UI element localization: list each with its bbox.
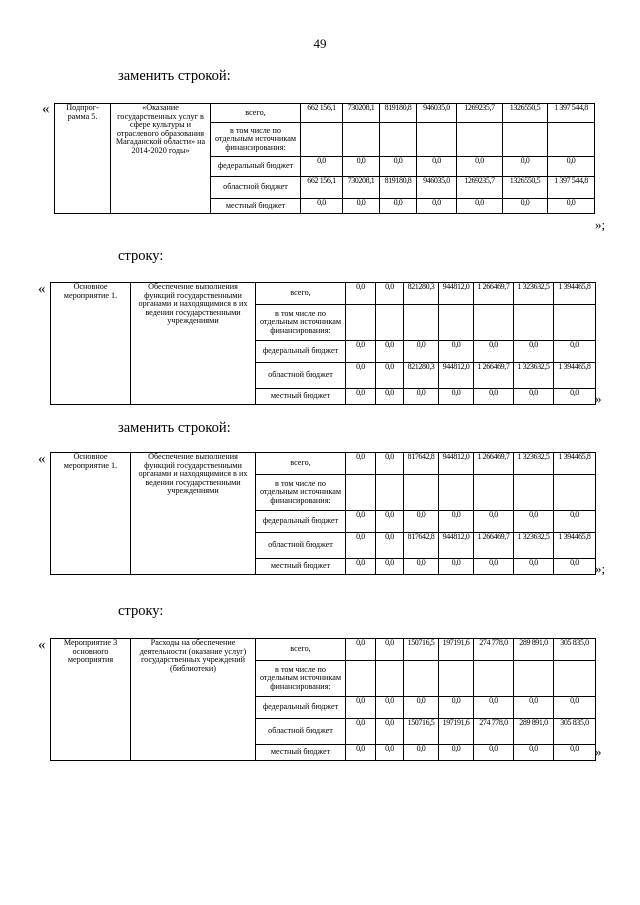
amount-cell [514,475,554,511]
item-name-cell: Обеспечение выполнения функций государственными органами и находящимися в их ведении государственными учреждениями [131,283,256,405]
section-heading: заменить строкой: [118,420,231,436]
amount-cell: 0,0 [404,511,439,533]
amount-cell: 0,0 [346,453,376,475]
amount-cell: 1 266469,7 [474,283,514,305]
amount-cell: 1 266469,7 [474,453,514,475]
funding-source-label: федеральный бюджет [256,341,346,363]
amount-cell: 662 156,1 [301,177,343,199]
amount-cell: 0,0 [474,389,514,405]
amount-cell: 0,0 [404,697,439,719]
amount-cell: 305 835,0 [554,639,596,661]
amount-cell: 0,0 [514,341,554,363]
amount-cell: 1 397 544,8 [548,177,595,199]
item-code-cell: Подпрог-рамма 5. [55,104,111,214]
amount-cell: 0,0 [346,389,376,405]
amount-cell: 0,0 [376,639,404,661]
amount-cell: 0,0 [376,389,404,405]
amount-cell: 944812,0 [439,283,474,305]
amount-cell: 0,0 [376,697,404,719]
funding-source-label: в том числе по отдельным источникам финансирования: [256,661,346,697]
amount-cell: 817642,8 [404,533,439,559]
amount-cell: 946035,0 [417,177,457,199]
amount-cell: 0,0 [376,363,404,389]
amount-cell: 0,0 [554,511,596,533]
amount-cell: 1326550,5 [503,177,548,199]
opening-quote: « [42,101,50,117]
amount-cell [439,475,474,511]
amount-cell: 730208,1 [343,177,380,199]
amount-cell: 0,0 [514,745,554,761]
amount-cell [474,475,514,511]
amount-cell: 0,0 [346,533,376,559]
section-heading: строку: [118,248,164,264]
opening-quote: « [38,637,46,653]
amount-cell: 0,0 [554,559,596,575]
amount-cell: 0,0 [514,697,554,719]
amount-cell: 0,0 [343,199,380,214]
amount-cell: 944812,0 [439,453,474,475]
amount-cell [554,305,596,341]
amount-cell: 0,0 [404,389,439,405]
amount-cell: 1 323632,5 [514,363,554,389]
amount-cell: 730208,1 [343,104,380,123]
amount-cell: 150716,5 [404,719,439,745]
amount-cell [514,305,554,341]
amount-cell: 0,0 [548,157,595,177]
amount-cell: 0,0 [548,199,595,214]
budget-table [50,282,596,405]
amount-cell: 0,0 [346,511,376,533]
amount-cell: 0,0 [380,199,417,214]
budget-table [50,638,596,761]
amount-cell: 1 323632,5 [514,283,554,305]
amount-cell: 1 323632,5 [514,453,554,475]
amount-cell: 0,0 [346,341,376,363]
amount-cell [514,661,554,697]
amount-cell: 274 778,0 [474,719,514,745]
amount-cell: 274 778,0 [474,639,514,661]
amount-cell: 0,0 [404,341,439,363]
amount-cell: 821280,3 [404,363,439,389]
amount-cell: 817642,8 [404,453,439,475]
amount-cell: 0,0 [376,745,404,761]
closing-quote: »; [595,561,606,576]
amount-cell: 0,0 [380,157,417,177]
amount-cell: 0,0 [346,283,376,305]
amount-cell: 0,0 [474,559,514,575]
amount-cell: 1269235,7 [457,177,503,199]
opening-quote: « [38,451,46,467]
item-code-cell: Мероприятие 3 основного мероприятия [51,639,131,761]
table-row [51,283,596,305]
amount-cell: 0,0 [457,157,503,177]
amount-cell: 0,0 [503,199,548,214]
amount-cell: 0,0 [514,559,554,575]
amount-cell: 0,0 [346,559,376,575]
amount-cell: 0,0 [554,697,596,719]
amount-cell: 197191,6 [439,719,474,745]
funding-source-label: в том числе по отдельным источникам финансирования: [256,475,346,511]
amount-cell: 0,0 [376,453,404,475]
amount-cell: 0,0 [346,719,376,745]
amount-cell: 305 835,0 [554,719,596,745]
amount-cell: 1 394465,8 [554,363,596,389]
funding-source-label: в том числе по отдельным источникам финансирования: [256,305,346,341]
amount-cell: 0,0 [439,511,474,533]
closing-quote: » [595,744,602,759]
funding-source-label: областной бюджет [256,363,346,389]
amount-cell: 1326550,5 [503,104,548,123]
budget-table [50,452,596,575]
funding-source-label: федеральный бюджет [211,157,301,177]
amount-cell: 0,0 [514,511,554,533]
item-code-cell: Основное мероприятие 1. [51,453,131,575]
amount-cell: 0,0 [474,341,514,363]
amount-cell [346,475,376,511]
amount-cell: 0,0 [439,389,474,405]
amount-cell: 0,0 [474,745,514,761]
funding-source-label: всего, [256,283,346,305]
amount-cell: 0,0 [457,199,503,214]
funding-source-label: местный бюджет [256,559,346,575]
item-name-cell: «Оказание государственных услуг в сфере культуры и отраслевого образования Магаданской области» на 2014-2020 годы» [111,104,211,214]
amount-cell: 0,0 [404,745,439,761]
amount-cell [474,305,514,341]
funding-source-label: областной бюджет [211,177,301,199]
funding-source-label: всего, [256,639,346,661]
amount-cell: 0,0 [301,199,343,214]
amount-cell [346,661,376,697]
amount-cell: 0,0 [346,363,376,389]
table-row [55,104,595,123]
budget-table [54,103,595,214]
amount-cell: 0,0 [301,157,343,177]
funding-source-label: областной бюджет [256,533,346,559]
funding-source-label: федеральный бюджет [256,697,346,719]
closing-quote: »; [595,217,606,232]
amount-cell: 0,0 [376,283,404,305]
amount-cell [548,123,595,157]
amount-cell: 662 156,1 [301,104,343,123]
item-code-cell: Основное мероприятие 1. [51,283,131,405]
table-row [51,639,596,661]
amount-cell: 1 394465,8 [554,283,596,305]
amount-cell: 0,0 [346,639,376,661]
amount-cell [457,123,503,157]
amount-cell: 0,0 [554,341,596,363]
amount-cell: 0,0 [474,511,514,533]
amount-cell: 1269235,7 [457,104,503,123]
closing-quote: » [595,391,602,406]
section-heading: заменить строкой: [118,68,231,84]
amount-cell: 197191,6 [439,639,474,661]
amount-cell [554,475,596,511]
amount-cell: 289 891,0 [514,639,554,661]
amount-cell: 0,0 [376,511,404,533]
amount-cell: 0,0 [554,389,596,405]
funding-source-label: в том числе по отдельным источникам финансирования: [211,123,301,157]
amount-cell: 819180,8 [380,104,417,123]
amount-cell: 819180,8 [380,177,417,199]
amount-cell: 0,0 [439,697,474,719]
amount-cell [343,123,380,157]
amount-cell [503,123,548,157]
amount-cell: 821280,3 [404,283,439,305]
funding-source-label: федеральный бюджет [256,511,346,533]
amount-cell [376,661,404,697]
amount-cell: 0,0 [343,157,380,177]
amount-cell: 0,0 [417,199,457,214]
page-number: 49 [313,36,327,51]
amount-cell [380,123,417,157]
amount-cell [301,123,343,157]
amount-cell: 944812,0 [439,533,474,559]
amount-cell: 0,0 [514,389,554,405]
amount-cell [439,661,474,697]
amount-cell [404,661,439,697]
amount-cell: 0,0 [439,559,474,575]
amount-cell [404,475,439,511]
amount-cell: 1 323632,5 [514,533,554,559]
amount-cell: 0,0 [439,745,474,761]
section-heading: строку: [118,603,164,619]
item-name-cell: Расходы на обеспечение деятельности (оказание услуг) государственных учреждений (библиотеки) [131,639,256,761]
amount-cell [554,661,596,697]
amount-cell: 0,0 [376,559,404,575]
amount-cell: 944812,0 [439,363,474,389]
amount-cell [439,305,474,341]
amount-cell [376,305,404,341]
amount-cell [376,475,404,511]
amount-cell: 1 394465,8 [554,453,596,475]
amount-cell [404,305,439,341]
amount-cell: 946035,0 [417,104,457,123]
amount-cell: 0,0 [346,745,376,761]
amount-cell: 0,0 [346,697,376,719]
amount-cell: 1 394465,8 [554,533,596,559]
amount-cell: 1 266469,7 [474,363,514,389]
amount-cell: 0,0 [376,533,404,559]
funding-source-label: местный бюджет [256,389,346,405]
amount-cell: 0,0 [404,559,439,575]
funding-source-label: местный бюджет [211,199,301,214]
amount-cell: 0,0 [554,745,596,761]
amount-cell [417,123,457,157]
amount-cell [474,661,514,697]
amount-cell: 150716,5 [404,639,439,661]
amount-cell: 0,0 [474,697,514,719]
amount-cell: 0,0 [503,157,548,177]
amount-cell [346,305,376,341]
funding-source-label: всего, [256,453,346,475]
funding-source-label: всего, [211,104,301,123]
amount-cell: 0,0 [417,157,457,177]
amount-cell: 1 266469,7 [474,533,514,559]
table-row [51,453,596,475]
amount-cell: 289 891,0 [514,719,554,745]
opening-quote: « [38,281,46,297]
funding-source-label: местный бюджет [256,745,346,761]
amount-cell: 0,0 [376,341,404,363]
amount-cell: 0,0 [376,719,404,745]
item-name-cell: Обеспечение выполнения функций государственными органами и находящимися в их ведении государственными учреждениями [131,453,256,575]
amount-cell: 1 397 544,8 [548,104,595,123]
amount-cell: 0,0 [439,341,474,363]
funding-source-label: областной бюджет [256,719,346,745]
